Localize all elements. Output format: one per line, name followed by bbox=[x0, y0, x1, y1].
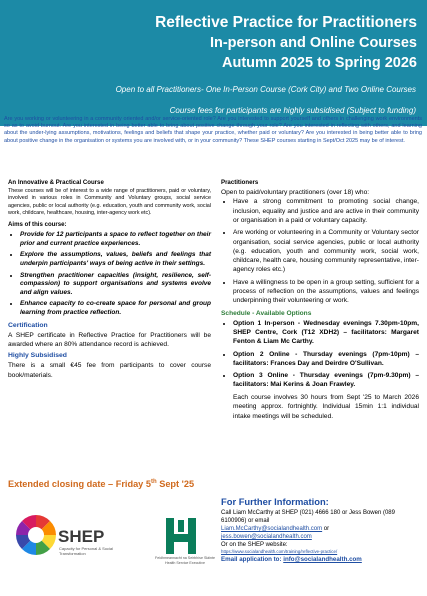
right-column bbox=[221, 179, 419, 421]
practitioners-heading: Practitioners bbox=[221, 179, 259, 186]
further-info bbox=[221, 496, 421, 564]
certification-text: A SHEP certificate in Reflective Practice for Practitioners will be awarded where an 80% attendance record is achieved. bbox=[8, 331, 211, 348]
left-column bbox=[8, 179, 211, 380]
subsidy-heading: Highly Subsidised bbox=[8, 352, 67, 360]
web-label: Or on the SHEP website: bbox=[221, 542, 288, 548]
application-email: Email application to: info@socialandhealth.com bbox=[221, 556, 362, 563]
aims-list bbox=[8, 231, 211, 317]
criteria-list bbox=[221, 197, 419, 305]
schedule-option: • Option 1 In-person - Wednesday evenings 7.30pm-10pm, SHEP Centre, Cork (T12 XDH2) – facilitators: Margaret Fenton & Liam Mc Carthy. bbox=[233, 319, 419, 347]
practitioners-intro: Open to paid/voluntary practitioners (over 18) who: bbox=[221, 189, 370, 196]
schedule-heading: Schedule - Available Options bbox=[221, 309, 312, 317]
title-line-1: Reflective Practice for Practitioners bbox=[155, 14, 417, 31]
title-line-3: Autumn 2025 to Spring 2026 bbox=[222, 55, 417, 71]
header-banner bbox=[0, 0, 427, 126]
schedule-option: • Option 2 Online - Thursday evenings (7pm-10pm) – facilitators: Frances Day and Deirdre O'Sullivan. bbox=[233, 350, 419, 369]
fees-note: Course fees for participants are highly subsidised (Subject to funding) bbox=[169, 106, 416, 115]
email-link-liam[interactable]: Liam.McCarthy@socialandhealth.com bbox=[221, 526, 323, 532]
criteria-item: • Have a strong commitment to promoting social change, inclusion, equality and justice and are active in their community or organisation in a paid or voluntary capacity. bbox=[233, 197, 419, 225]
hse-tagline: Feidhmeannacht na Seirbhíse Sláinte Health Service Executive bbox=[155, 556, 215, 565]
schedule-options bbox=[221, 319, 419, 390]
website-url[interactable]: https://www.socialandhealth.com/training/reflective-practice/ bbox=[221, 549, 338, 554]
aim-item: • Strengthen practitioner capacities (insight, resilience, self-compassion) to support organisations and systems evolve and align values. bbox=[20, 272, 211, 298]
application-email-link[interactable]: info@socialandhealth.com bbox=[283, 556, 362, 563]
info-contact-text: Call Liam McCarthy at SHEP (021) 4666 180 or Jess Bowen (089 6100906) or email bbox=[221, 510, 395, 524]
banner-subtitle: Open to all Practitioners- One In-Person Course (Cork City) and Two Online Courses bbox=[115, 85, 416, 94]
info-title: For Further Information: bbox=[221, 496, 329, 507]
aims-heading: Aims of this course: bbox=[8, 221, 67, 229]
aim-item: • Explore the assumptions, values, beliefs and feelings that underpin participants' ways of being active in their settings. bbox=[20, 251, 211, 268]
closing-date: Extended closing date – Friday 5th Sept '25 bbox=[8, 479, 195, 490]
email-link-jess[interactable]: jess.bowen@socialandhealth.com bbox=[221, 534, 312, 540]
criteria-item: • Have a willingness to be open in a group setting, sufficient for a process of reflection on the assumptions, values and feelings underpinning their volunteering or work. bbox=[233, 278, 419, 306]
schedule-note: Each course involves 30 hours from Sept '25 to March 2026 meeting approx. fortnightly. Individual 15min 1:1 individual intake meetings will be scheduled. bbox=[233, 393, 419, 420]
shep-logo-text: SHEP bbox=[58, 527, 105, 546]
title-line-2: In-person and Online Courses bbox=[209, 35, 417, 51]
criteria-item: • Are working or volunteering in a Community or Voluntary sector organisation, social service agencies, public or local authority (e.g. education, youth and community work, social work, childcare, health care, housing community representative, inter-agency roles etc.) bbox=[233, 228, 419, 274]
innovative-text: These courses will be of interest to a wide range of practitioners, paid or voluntary, involved in various roles in Community and Voluntary groups, social service agencies, public or local authority (e.g. education, youth and community work, social work, childcare, healthcare, housing, inter-agency work etc). bbox=[8, 188, 211, 216]
subsidy-text: There is a small €45 fee from participants to cover course book/materials. bbox=[8, 362, 211, 379]
aim-item: • Enhance capacity to co-create space for personal and group learning from practice reflection. bbox=[20, 300, 211, 317]
innovative-heading: An Innovative & Practical Course bbox=[8, 179, 104, 186]
info-email-line-2 bbox=[221, 533, 421, 541]
shep-tagline: Capacity for Personal & Social Transformation bbox=[59, 546, 114, 556]
certification-heading: Certification bbox=[8, 321, 48, 329]
aim-item: • Provide for 12 participants a space to reflect together on their prior and current practice experiences. bbox=[20, 231, 211, 248]
schedule-option: • Option 3 Online - Thursday evenings (7pm-9.30pm) – facilitators: Mai Kerins & Joan Frawley. bbox=[233, 371, 419, 390]
intro-paragraph: Are you working or volunteering in a community oriented and/or service-oriented role? Are you interested to support yourself and others in challenging work environments so as to avoid burnout. Are you interested in being better able to bring about positive change through your role? Are you interested in reflecting with others, and learning about the under-lying assumptions, motivations, feelings and beliefs that shape your practice, whether paid or voluntary? Are you interested in being better able to bring about positive change in the organisation or systems you are involved with, or in your community? These SHEP courses starting in Sept/Oct 2025 may be of interest. bbox=[4, 116, 422, 144]
info-email-line: Liam.McCarthy@socialandhealth.com or bbox=[221, 526, 330, 532]
